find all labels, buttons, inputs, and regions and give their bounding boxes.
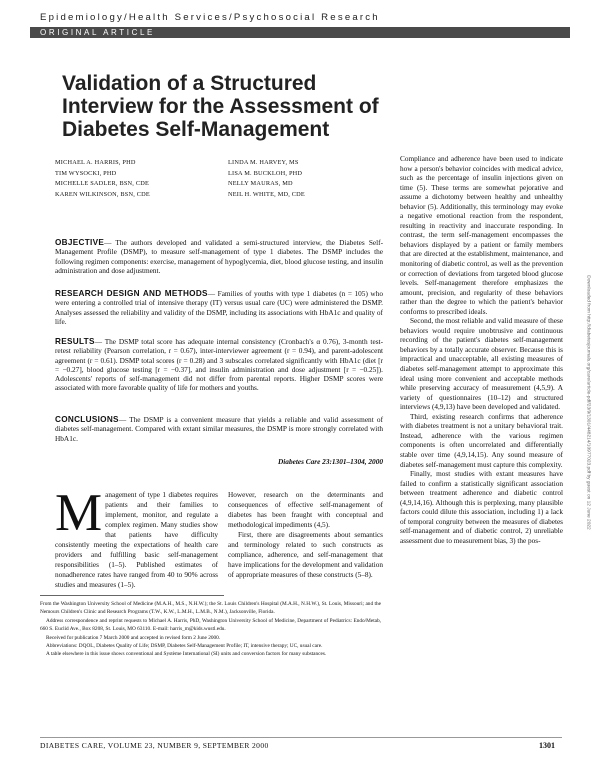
abstract-text: — Families of youths with type 1 diabetes (n = 105) who were entering a controlled trial of intensive therapy (IT) versus usual care (UC) were administered the DSMP. Analyses assessed the reliability and validity of the DSMP, including its associations with HbA1c and quality of life. — [55, 289, 383, 326]
abstract-heading: RESEARCH DESIGN AND METHODS — [55, 289, 208, 298]
body-paragraph: Compliance and adherence have been used to indicate how a person's behavior coincides with medical advice, such as the percentage of insulin injections given on time (5). These terms are somewhat pejorative and assume a dichotomy between healthy and unhealthy behavior (5). Additionally, this terminology may evoke a negative emotional reaction from the respondent, resulting in reactivity and inaccurate responding. In contrast, the term self-management encompasses the behaviors displayed by a patient or family members that are directed at the establishment, maintenance, and monitoring of diabetic control, as well as the prevention or correction of deviations from targeted blood glucose levels. Self-management therefore emphasizes the amount, precision, and regularity of these behaviors rather than the degree to which the patient's behavior conforms to prescribed ideals. — [400, 155, 563, 316]
abstract-heading: OBJECTIVE — [55, 238, 105, 247]
author-name: NELLY MAURAS, MD — [228, 180, 293, 187]
abstract-conclusions — [55, 415, 383, 443]
article-title: Validation of a Structured Interview for the Assessment of Diabetes Self-Management — [62, 72, 379, 141]
footnote-received: Received for publication 7 March 2000 and accepted in revised form 2 June 2000. — [46, 634, 221, 641]
article-category-bar — [30, 27, 570, 38]
footnote-correspondence: Address correspondence and reprint requests to Michael A. Harris, PhD, Washington University School of Medicine, Department of Pediatrics: Endo/Metab, 660 S. Euclid Ave., Box 8208, St. Louis, MO 63110. E-mail: harris_m@kids.wustl.edu. — [40, 617, 381, 633]
author-list-right — [228, 158, 305, 200]
body-paragraph: Second, the most reliable and valid measure of these behaviors would require unobtrusive and continuous recording of the patient's diabetes self-management behaviors by a totally accurate observer. Because this is impractical and unacceptable, all existing measures of diabetes self-management attempt to approximate this ideal using more convenient and acceptable methods while preserving accuracy of measurement (4,5,9). A variety of questionnaires (10–12) and structured interviews (4,9,13) have been developed and validated. — [400, 317, 563, 412]
body-paragraph: Third, existing research confirms that adherence with diabetes treatment is not a unitary behavioral trait. Instead, adherence with the various regimen components is often uncorrelated and differentially stable over time (4,9,14,15). Any sound measure of diabetes self-management must capture this complexity. — [400, 412, 563, 469]
footnotes — [40, 600, 381, 659]
abstract-heading: CONCLUSIONS — [55, 415, 119, 424]
abstract-text: — The DSMP is a convenient measure that yields a reliable and valid assessment of diabetes self-management. Compared with extant similar measures, the DSMP is more strongly correlated with HbA1c. — [55, 415, 383, 443]
journal-footer: DIABETES CARE, VOLUME 23, NUMBER 9, SEPTEMBER 2000 — [40, 741, 269, 750]
footnote-rule — [40, 595, 224, 596]
author-name: NEIL H. WHITE, MD, CDE — [228, 190, 305, 198]
drop-cap: M — [55, 484, 103, 542]
abstract-text: — The DSMP total score has adequate internal consistency (Cronbach's α 0.76), 3-month test-retest reliability (Pearson correlation, r = 0.67), inter-interviewer agreement (r = 0.94), and parent-adolescent agreement (r = 0.61). DSMP total scores (r = 0.28) and 3 subscales correlated significantly with HbA1c (diet [r = −0.27], blood glucose testing [r = −0.37], and insulin administration and dose adjustment [r = −0.25]). Adolescents' reports of self-management did not differ from parental reports. Higher DSMP scores were associated with more favorable quality of life for mothers and youths. — [55, 337, 383, 393]
author-name: LISA M. BUCKLOH, PHD — [228, 169, 303, 177]
author-name: MICHAEL A. HARRIS, PHD — [55, 159, 136, 166]
footer-rule — [40, 737, 562, 738]
abstract-heading: RESULTS — [55, 337, 95, 346]
body-column-2 — [228, 490, 383, 580]
footnote-table-note: A table elsewhere in this issue shows conventional and Système International (SI) units and conversion factors for many substances. — [46, 651, 327, 658]
citation: Diabetes Care 23:1301–1304, 2000 — [278, 457, 383, 466]
author-list-left — [55, 158, 150, 200]
journal-section-header: Epidemiology/Health Services/Psychosocial Research — [40, 12, 380, 23]
abstract-results — [55, 337, 383, 393]
article-category-label: ORIGINAL ARTICLE — [40, 28, 155, 37]
page-number: 1301 — [539, 741, 555, 750]
footnote-abbreviations: Abbreviations: DQOL, Diabetes Quality of Life; DSMP, Diabetes Self-Management Profile; IT, intensive therapy; UC, usual care. — [46, 643, 323, 650]
body-paragraph: Finally, most studies with extant measures have failed to confirm a statistically significant association between treatment adherence and diabetic control (4,9,14,16). Although this is perplexing, many plausible factors could dilute this association, including 1) a lack of temporal congruity between the measures of diabetes self-management and of diabetic control, 2) unreliable assessment due to measurement bias, 3) the pos- — [400, 470, 563, 545]
body-paragraph: First, there are disagreements about semantics and terminology related to such constructs as compliance, adherence, and self-management that have implications for the development and validation of appropriate measures of these constructs (5–8). — [228, 531, 383, 580]
author-name: KAREN WILKINSON, BSN, CDE — [55, 190, 150, 198]
author-name: LINDA M. HARVEY, MS — [228, 159, 299, 166]
abstract-text: — The authors developed and validated a semi-structured interview, the Diabetes Self-Management Profile (DSMP), to measure self-management of type 1 diabetes. The DSMP includes the following regimen components: exercise, management of hypoglycemia, diet, blood glucose testing, and insulin administration and dose adjustment. — [55, 238, 383, 275]
body-column-3 — [400, 155, 563, 546]
download-watermark — [583, 230, 593, 580]
author-name: MICHELLE SADLER, BSN, CDE — [55, 180, 150, 187]
footnote-affiliation: From the Washington University School of Medicine (M.A.H., M.S., N.H.W.); the St. Louis Children's Hospital (M.A.H., N.H.W.), St. Louis, Missouri; and the Nemours Children's Clinic and Research Programs (T.W., K.W., L.M.H., L.M.B., N.M.), Jacksonville, Florida. — [40, 601, 381, 616]
body-paragraph: anagement of type 1 diabetes requires patients and their families to implement, monitor, and regulate a complex regimen. Many studies show that patients have difficulty consistently meeting the expectations of health care providers and fulfilling basic self-management responsibilities (1–5). Published estimates of nonadherence rates have ranged from 40 to 90% across studies and measures (1–5). — [55, 491, 218, 590]
abstract-methods — [55, 289, 383, 326]
download-note: Downloaded from http://diabetesjournals.org/care/article-pdf/23/9/1301/448214/10977023.pdf by guest on 12 June 2022 — [585, 275, 591, 530]
abstract-objective — [55, 238, 383, 275]
body-column-1 — [55, 484, 218, 590]
body-paragraph: However, research on the determinants and consequences of effective self-management of diabetes has been fraught with conceptual and methodological impediments (4,5). — [228, 491, 383, 530]
author-name: TIM WYSOCKI, PHD — [55, 169, 117, 177]
